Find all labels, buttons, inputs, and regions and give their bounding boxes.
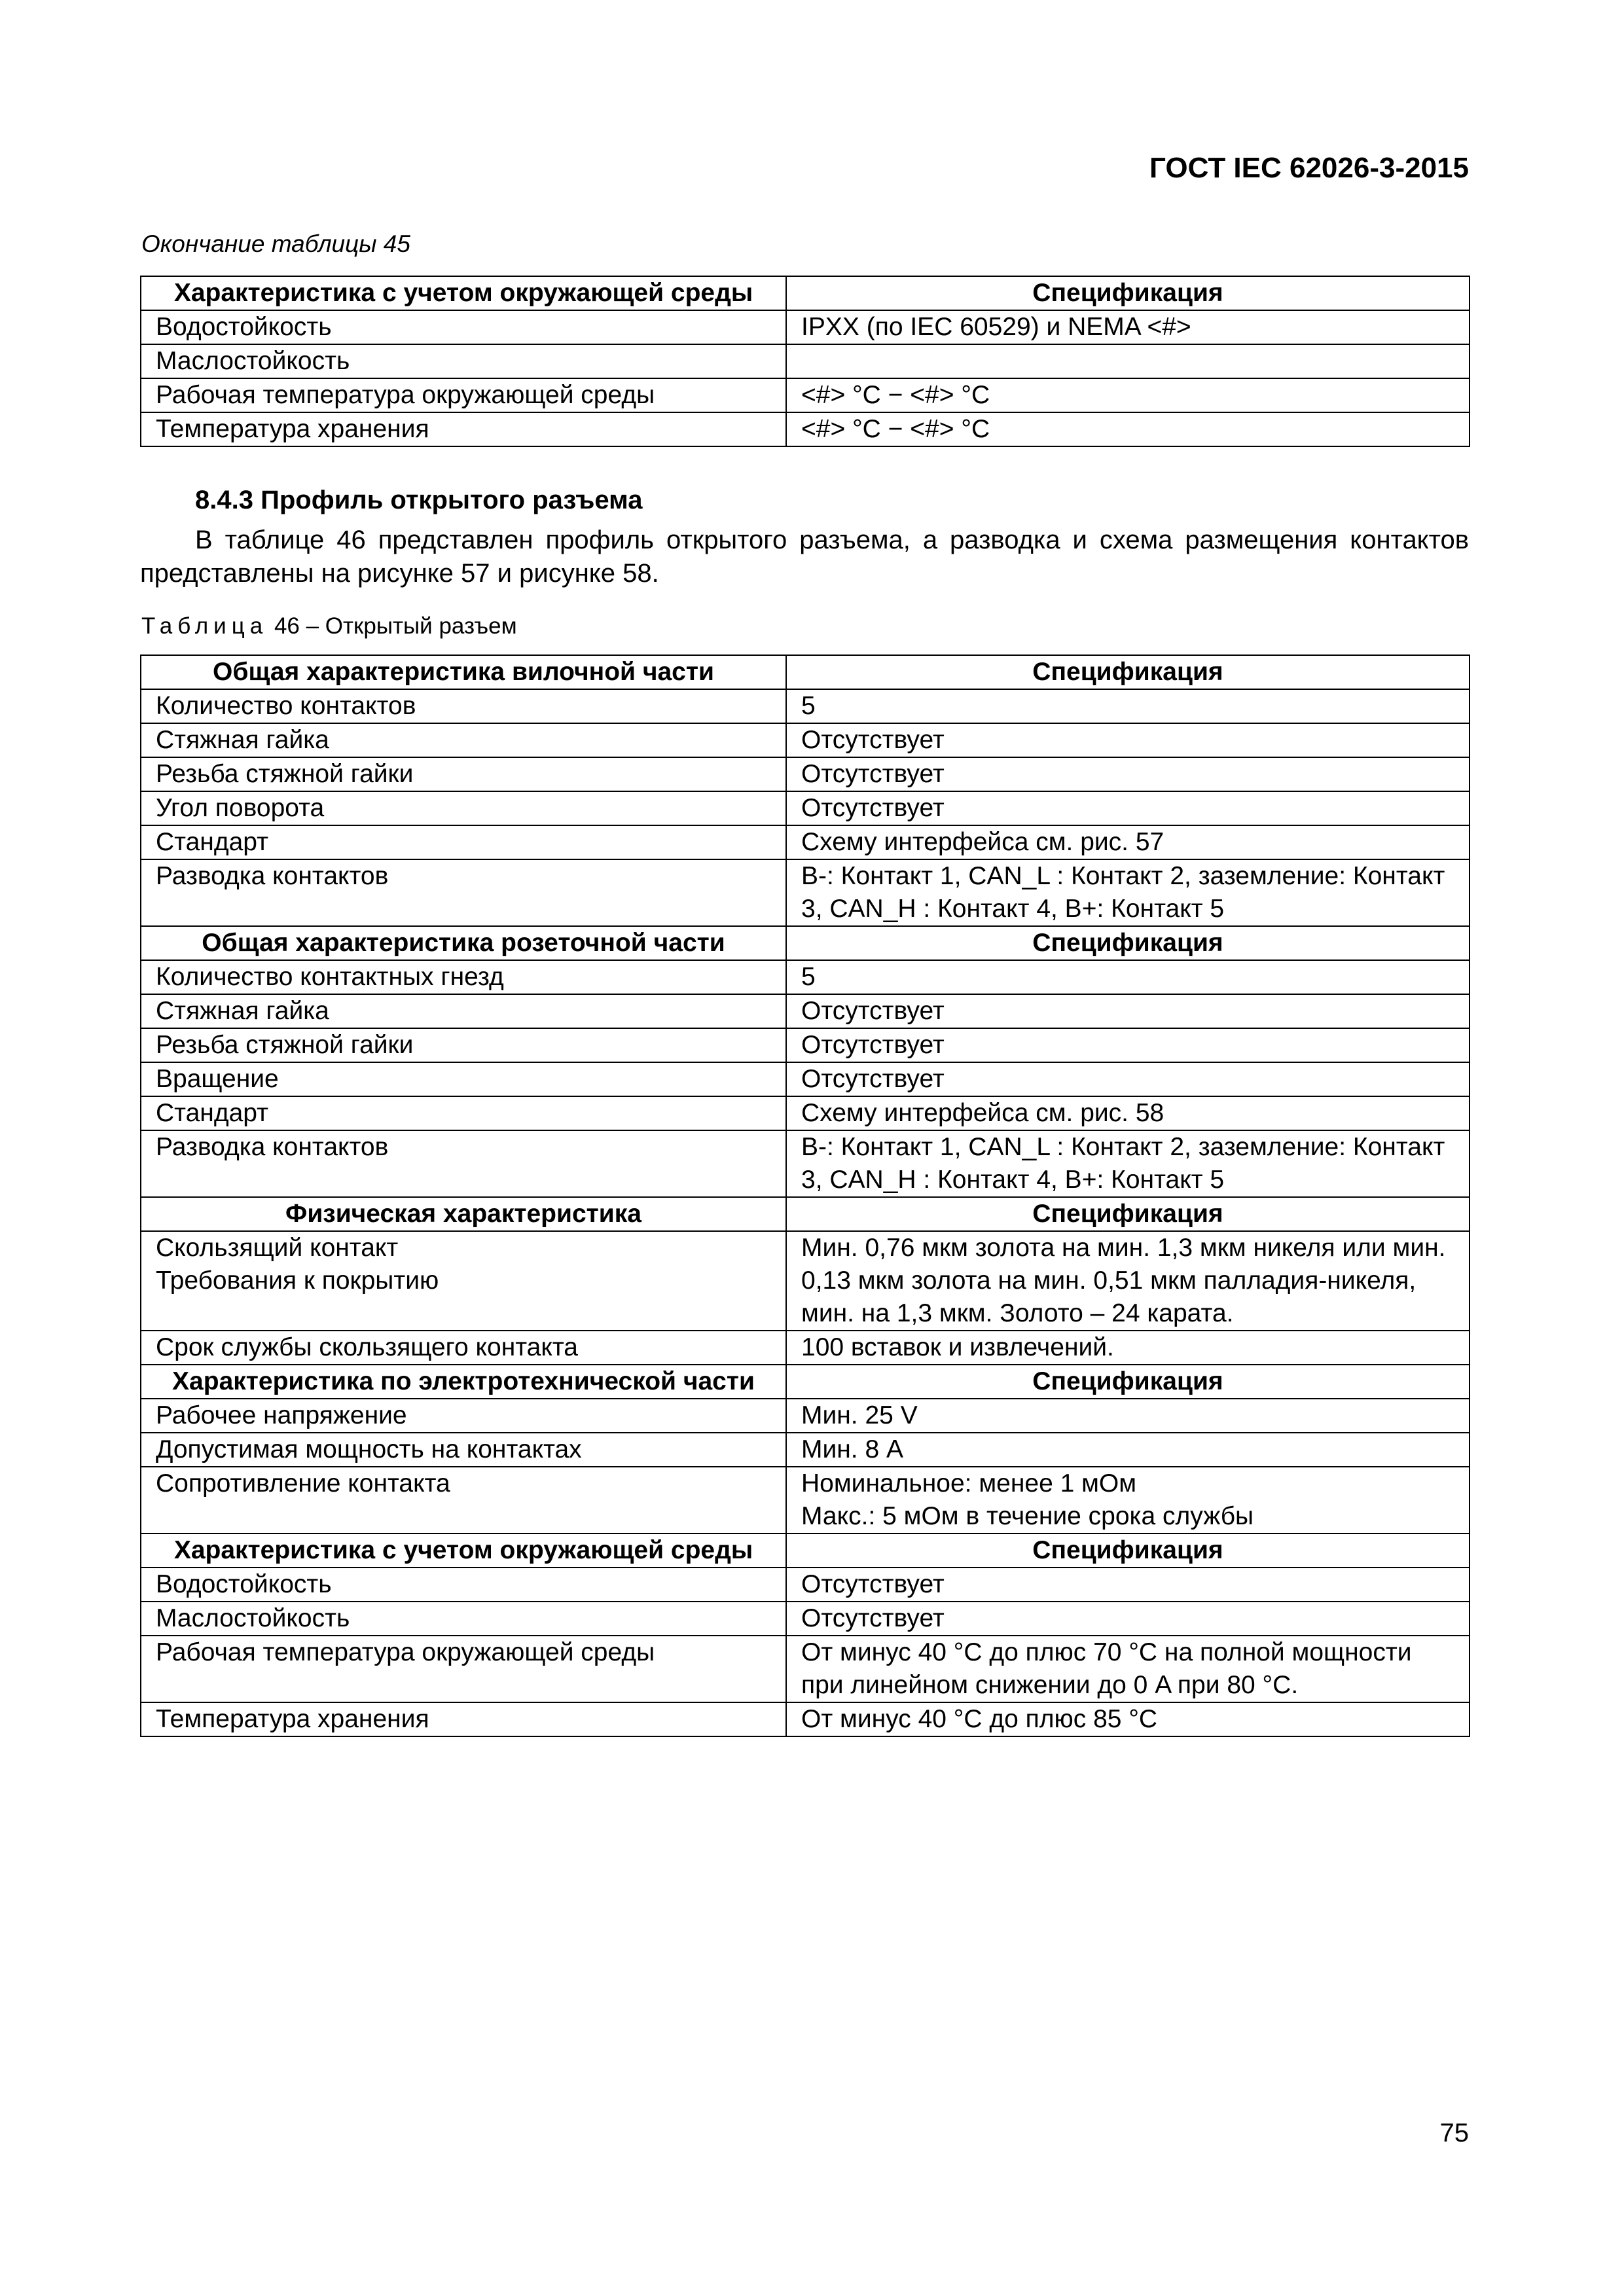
header-cell: Характеристика с учетом окружающей среды (141, 1534, 786, 1568)
document-code: ГОСТ IEC 62026-3-2015 (1149, 152, 1469, 184)
table46-caption-title: 46 – Открытый разъем (268, 613, 517, 639)
table-header-row (141, 1197, 1470, 1231)
table-row (141, 1062, 1470, 1096)
table-cell: Стандарт (141, 1096, 786, 1130)
table-cell: IPXX (по IEC 60529) и NEMA <#> (786, 310, 1470, 344)
table-row (141, 1028, 1470, 1062)
table-row (141, 1602, 1470, 1636)
table-cell: От минус 40 °C до плюс 85 °C (786, 1702, 1470, 1736)
header-cell: Физическая характеристика (141, 1197, 786, 1231)
table-cell: Разводка контактов (141, 1130, 786, 1197)
header-cell: Характеристика по электротехнической части (141, 1365, 786, 1399)
table-cell: Мин. 25 V (786, 1399, 1470, 1433)
section-paragraph: В таблице 46 представлен профиль открытого разъема, а разводка и схема размещения контактов представлены на рисунке 57 и рисунке 58. (140, 526, 1469, 588)
table-cell: Маслостойкость (141, 344, 786, 378)
table-46 (140, 655, 1470, 1737)
table-cell: Отсутствует (786, 1568, 1470, 1602)
table-row (141, 1130, 1470, 1197)
table-row (141, 723, 1470, 757)
table-cell: Температура хранения (141, 412, 786, 446)
table-cell: Отсутствует (786, 1062, 1470, 1096)
table-row (141, 378, 1470, 412)
table-cell: Отсутствует (786, 757, 1470, 791)
table-row (141, 1702, 1470, 1736)
table-row (141, 1331, 1470, 1365)
header-cell: Спецификация (786, 926, 1470, 960)
header-cell: Спецификация (786, 1534, 1470, 1568)
table-cell: Схему интерфейса см. рис. 57 (786, 825, 1470, 859)
table46-caption (141, 613, 517, 639)
table-cell: Маслостойкость (141, 1602, 786, 1636)
table-cell: Отсутствует (786, 1602, 1470, 1636)
table-cell: <#> °C − <#> °C (786, 378, 1470, 412)
table-row (141, 412, 1470, 446)
table-cell: B-: Контакт 1, CAN_L : Контакт 2, заземление: Контакт 3, CAN_H : Контакт 4, B+: Контакт 5 (786, 859, 1470, 926)
table-row (141, 994, 1470, 1028)
table-cell: Отсутствует (786, 723, 1470, 757)
table-cell: <#> °C − <#> °C (786, 412, 1470, 446)
table-cell: Температура хранения (141, 1702, 786, 1736)
table-cell: Отсутствует (786, 791, 1470, 825)
table-cell: Вращение (141, 1062, 786, 1096)
table-cell: Стяжная гайка (141, 994, 786, 1028)
table-row (141, 791, 1470, 825)
table-header-row (141, 276, 1470, 310)
table-row (141, 1231, 1470, 1331)
table45-caption: Окончание таблицы 45 (141, 230, 410, 257)
table-cell: 100 вставок и извлечений. (786, 1331, 1470, 1365)
table-cell: Мин. 0,76 мкм золота на мин. 1,3 мкм никеля или мин. 0,13 мкм золота на мин. 0,51 мкм палладия-никеля, мин. на 1,3 мкм. Золото – 24 карата. (786, 1231, 1470, 1331)
table-cell: Рабочее напряжение (141, 1399, 786, 1433)
table-row (141, 1096, 1470, 1130)
table-cell: 5 (786, 689, 1470, 723)
table-header-row (141, 655, 1470, 689)
table-cell: Рабочая температура окружающей среды (141, 378, 786, 412)
table-header-row (141, 1365, 1470, 1399)
table-header-row (141, 926, 1470, 960)
table46-caption-word: Таблица (141, 613, 268, 639)
table-row (141, 1433, 1470, 1467)
table-cell: Разводка контактов (141, 859, 786, 926)
header-cell: Спецификация (786, 1365, 1470, 1399)
table-cell: Рабочая температура окружающей среды (141, 1636, 786, 1702)
table-row (141, 1399, 1470, 1433)
table-cell: Отсутствует (786, 1028, 1470, 1062)
table-cell: Резьба стяжной гайки (141, 1028, 786, 1062)
table-cell: Стяжная гайка (141, 723, 786, 757)
table-cell: Скользящий контакт Требования к покрытию (141, 1231, 786, 1331)
table-cell: Схему интерфейса см. рис. 58 (786, 1096, 1470, 1130)
table-header-row (141, 1534, 1470, 1568)
table-cell: Количество контактных гнезд (141, 960, 786, 994)
table-row (141, 859, 1470, 926)
table-cell (786, 344, 1470, 378)
header-cell: Общая характеристика розеточной части (141, 926, 786, 960)
table-row (141, 960, 1470, 994)
table-cell: Номинальное: менее 1 мОм Макс.: 5 мОм в течение срока службы (786, 1467, 1470, 1534)
table-cell: Срок службы скользящего контакта (141, 1331, 786, 1365)
table-row (141, 310, 1470, 344)
header-cell: Спецификация (786, 1197, 1470, 1231)
table-45 (140, 276, 1470, 447)
header-cell: Спецификация (786, 276, 1470, 310)
table-cell: Водостойкость (141, 1568, 786, 1602)
table-cell: Мин. 8 A (786, 1433, 1470, 1467)
page-number: 75 (1439, 2119, 1469, 2147)
table-cell: Количество контактов (141, 689, 786, 723)
header-cell: Характеристика с учетом окружающей среды (141, 276, 786, 310)
table-cell: Отсутствует (786, 994, 1470, 1028)
table-row (141, 689, 1470, 723)
table-cell: B-: Контакт 1, CAN_L : Контакт 2, заземление: Контакт 3, CAN_H : Контакт 4, B+: Контакт 5 (786, 1130, 1470, 1197)
table-cell: Сопротивление контакта (141, 1467, 786, 1534)
table-row (141, 757, 1470, 791)
table-cell: Допустимая мощность на контактах (141, 1433, 786, 1467)
table-cell: 5 (786, 960, 1470, 994)
table-cell: Угол поворота (141, 791, 786, 825)
table-row (141, 825, 1470, 859)
header-cell: Общая характеристика вилочной части (141, 655, 786, 689)
table-row (141, 344, 1470, 378)
table-row (141, 1568, 1470, 1602)
table-row (141, 1636, 1470, 1702)
table-cell: Стандарт (141, 825, 786, 859)
table-cell: От минус 40 °C до плюс 70 °C на полной мощности при линейном снижении до 0 A при 80 °C. (786, 1636, 1470, 1702)
header-cell: Спецификация (786, 655, 1470, 689)
table-cell: Резьба стяжной гайки (141, 757, 786, 791)
table-cell: Водостойкость (141, 310, 786, 344)
table-row (141, 1467, 1470, 1534)
section-title: 8.4.3 Профиль открытого разъема (195, 486, 643, 514)
